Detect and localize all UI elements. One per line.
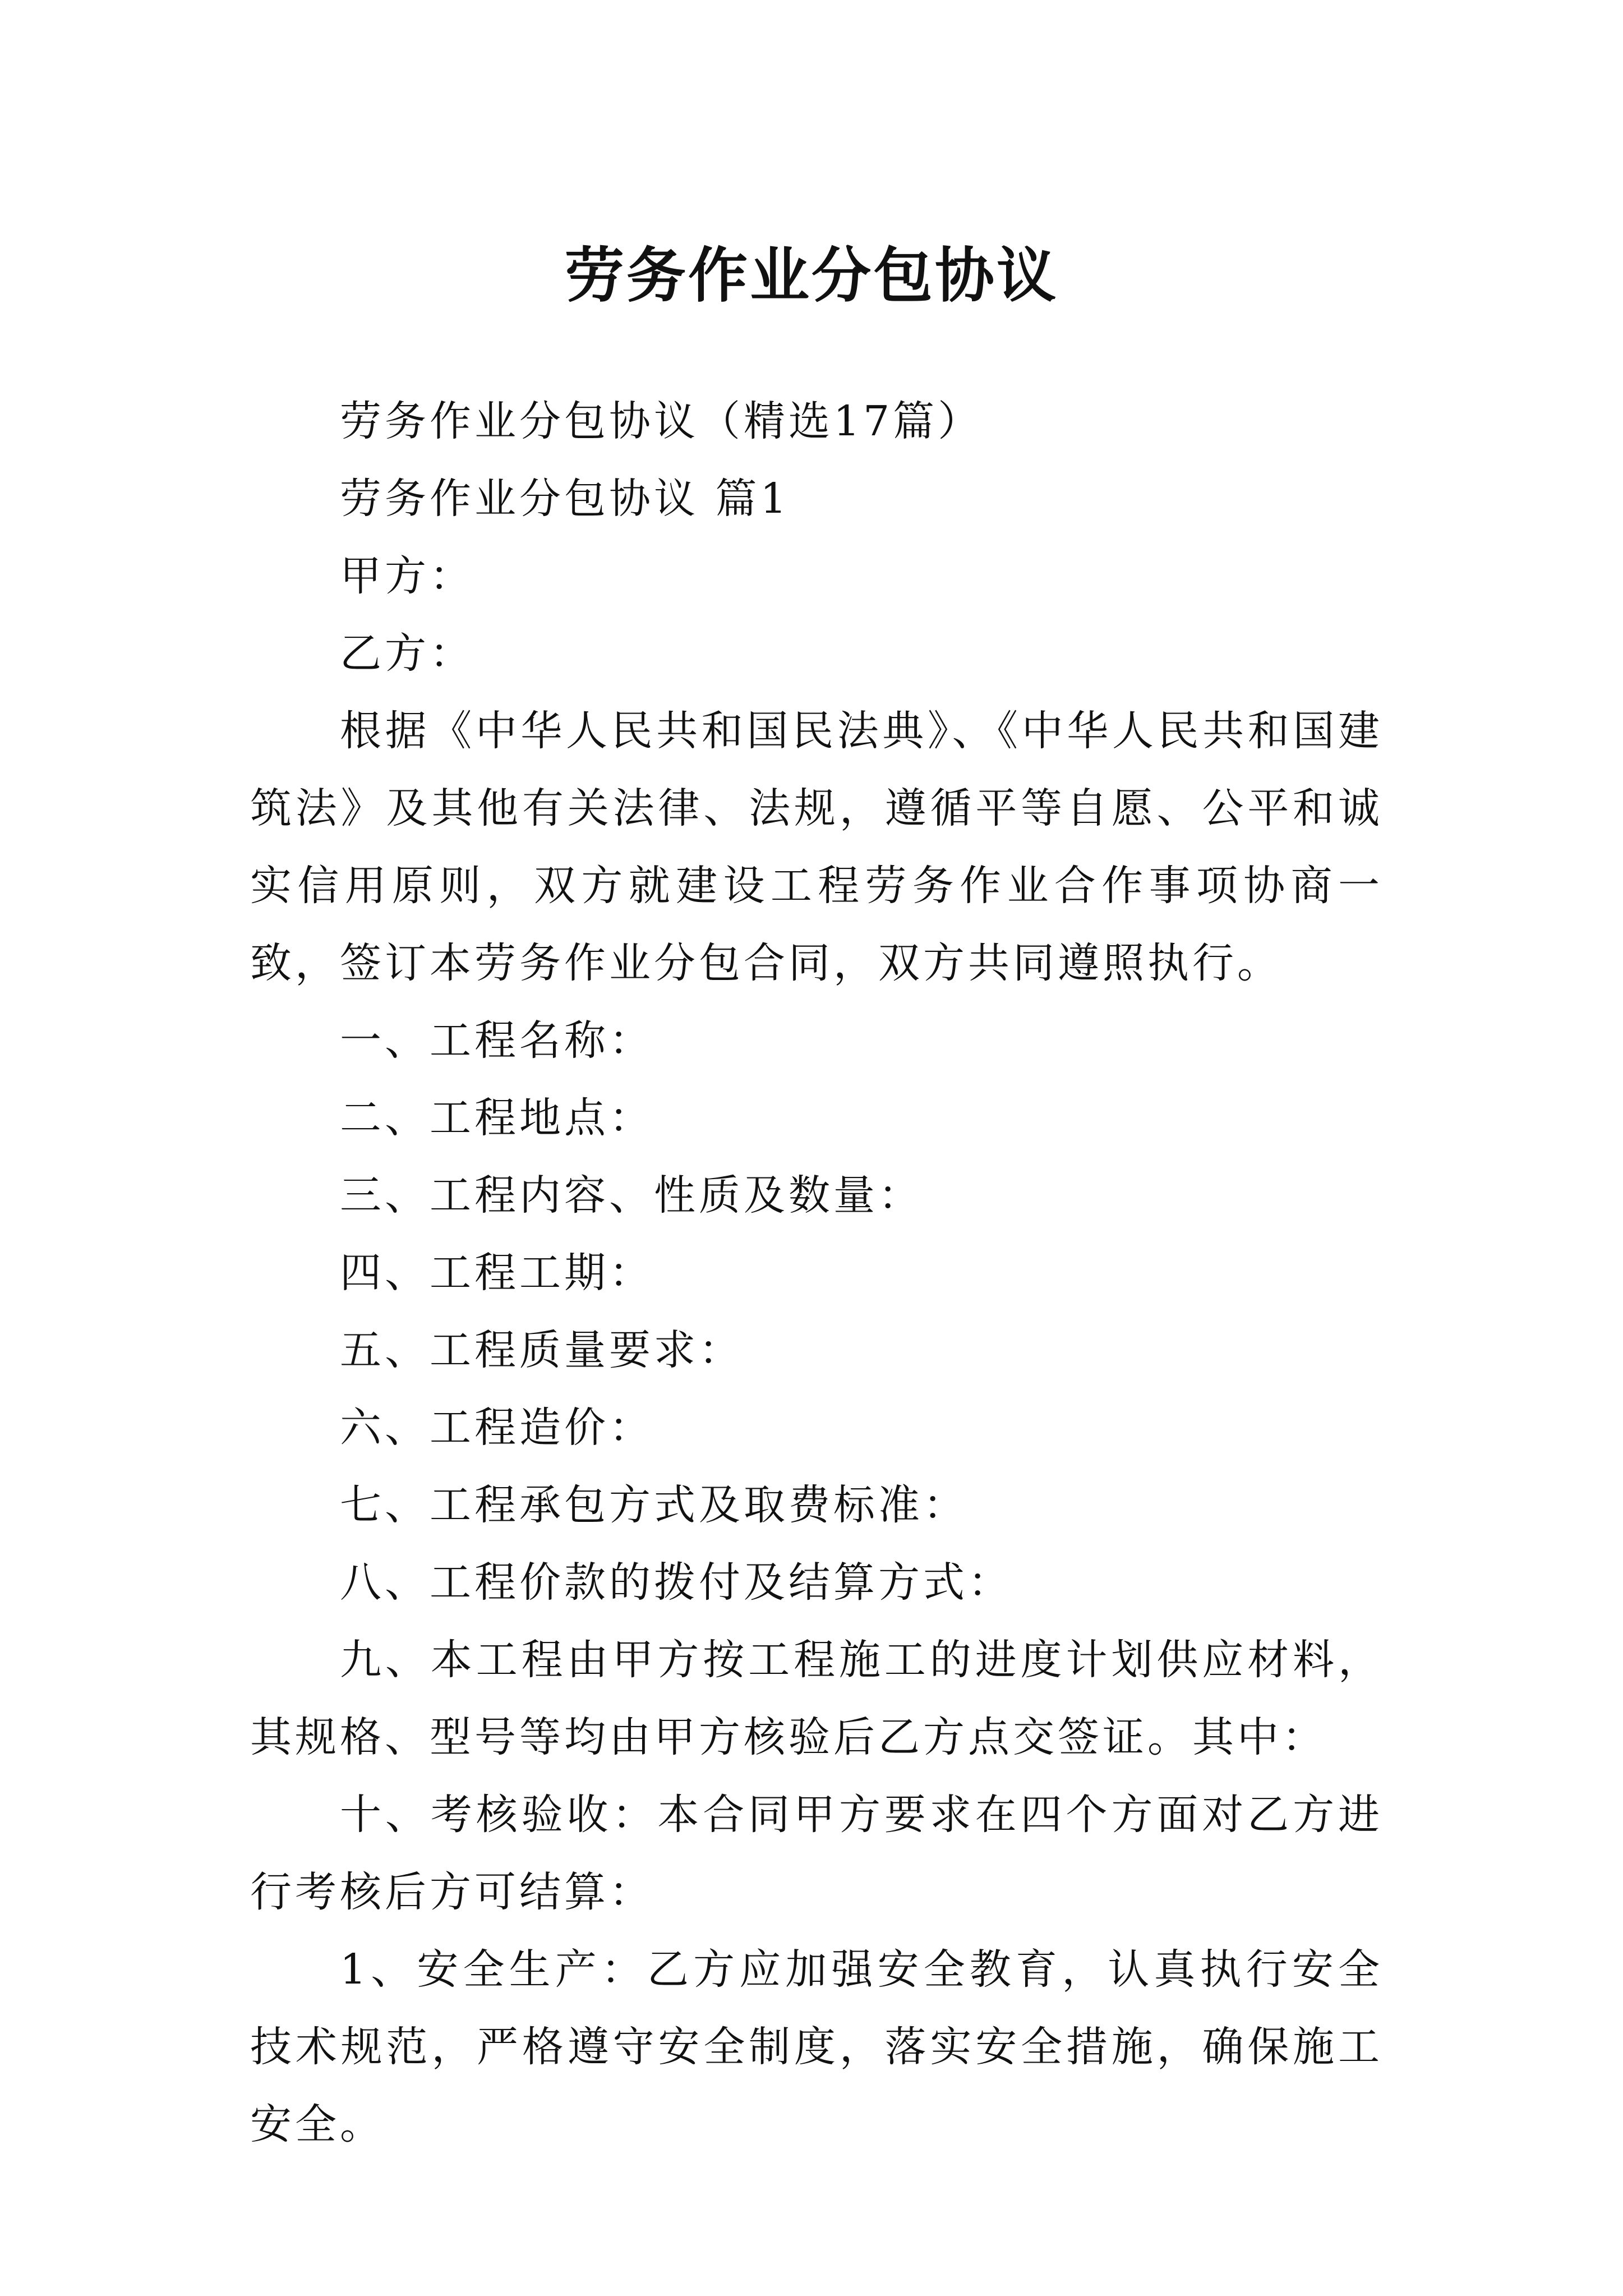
document-title: 劳务作业分包协议 [565, 240, 1058, 311]
preamble-paragraph: 根据《中华人民共和国民法典》、《中华人民共和国建筑法》及其他有关法律、法规，遵循平等自愿、公平和诚实信用原则，双方就建设工程劳务作业合作事项协商一致，签订本劳务作业分包合同，双方共同遵照执行。 [250, 707, 1383, 987]
clause-materials-supply: 九、本工程由甲方按工程施工的进度计划供应材料，其规格、型号等均由甲方核验后乙方点交签证。其中： [250, 1636, 1383, 1761]
clause-project-location: 二、工程地点： [340, 1094, 654, 1142]
party-a-line: 甲方： [340, 552, 474, 600]
clause-quality-requirements: 五、工程质量要求： [340, 1326, 744, 1374]
clause-project-name: 一、工程名称： [340, 1016, 654, 1065]
clause-payment-settlement: 八、工程价款的拨付及结算方式： [340, 1558, 1013, 1607]
clause-safety-production: 1、安全生产：乙方应加强安全教育，认真执行安全技术规范，严格遵守安全制度，落实安全措施，确保施工安全。 [250, 1945, 1383, 2148]
clause-project-cost: 六、工程造价： [340, 1404, 654, 1452]
document-body [250, 383, 1383, 2163]
clause-project-content: 三、工程内容、性质及数量： [340, 1171, 923, 1220]
section-heading: 劳务作业分包协议 篇1 [340, 475, 790, 523]
subtitle-paragraph: 劳务作业分包协议（精选17篇） [340, 397, 983, 445]
clause-project-duration: 四、工程工期： [340, 1249, 654, 1297]
party-b-line: 乙方： [340, 629, 474, 678]
clause-contract-method: 七、工程承包方式及取费标准： [340, 1481, 968, 1529]
clause-acceptance-assessment: 十、考核验收：本合同甲方要求在四个方面对乙方进行考核后方可结算： [250, 1791, 1383, 1916]
